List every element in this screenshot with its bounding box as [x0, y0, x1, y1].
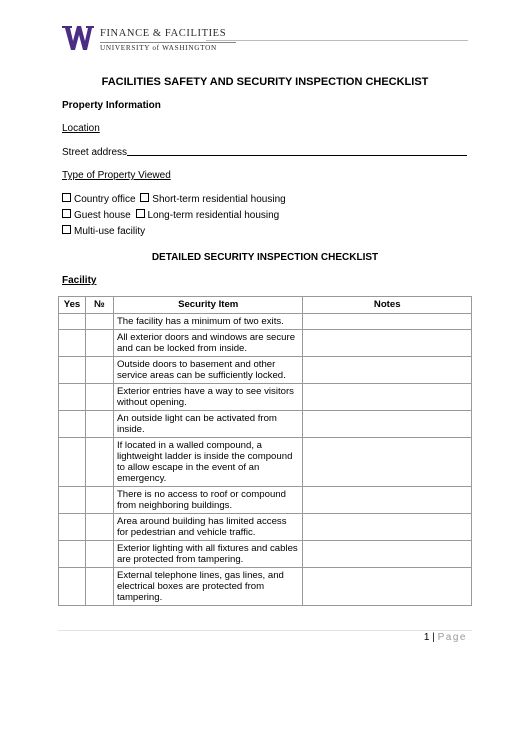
number-cell[interactable] — [85, 514, 113, 541]
org-divider — [100, 42, 236, 43]
number-cell[interactable] — [85, 384, 113, 411]
notes-cell[interactable] — [303, 330, 472, 357]
university-name: UNIVERSITY of WASHINGTON — [100, 44, 217, 52]
multi-use-label: Multi-use facility — [74, 226, 146, 237]
detail-checklist-heading: DETAILED SECURITY INSPECTION CHECKLIST — [151, 252, 379, 263]
page-separator: | — [432, 632, 435, 643]
yes-cell[interactable] — [59, 568, 86, 606]
security-item-cell: Exterior entries have a way to see visitors without opening. — [113, 384, 303, 411]
org-name: FINANCE & FACILITIES — [100, 28, 227, 39]
table-row — [59, 357, 472, 384]
notes-cell[interactable] — [303, 438, 472, 487]
notes-cell[interactable] — [303, 411, 472, 438]
yes-cell[interactable] — [59, 514, 86, 541]
security-item-cell: External telephone lines, gas lines, and electrical boxes are protected from tampering. — [113, 568, 303, 606]
property-type-row-3 — [62, 225, 145, 237]
location-label: Location — [62, 123, 100, 134]
guest-house-label: Guest house — [74, 210, 131, 221]
table-header-row — [59, 297, 472, 314]
notes-column-header: Notes — [303, 297, 472, 314]
notes-cell[interactable] — [303, 541, 472, 568]
number-cell[interactable] — [85, 314, 113, 330]
page-number — [424, 632, 467, 643]
yes-cell[interactable] — [59, 411, 86, 438]
short-term-checkbox[interactable] — [140, 193, 149, 202]
guest-house-checkbox[interactable] — [62, 209, 71, 218]
table-row — [59, 314, 472, 330]
country-office-label: Country office — [74, 194, 136, 205]
number-cell[interactable] — [85, 411, 113, 438]
security-item-cell: All exterior doors and windows are secure and can be locked from inside. — [113, 330, 303, 357]
table-row — [59, 568, 472, 606]
property-type-label: Type of Property Viewed — [62, 170, 171, 181]
table-row — [59, 487, 472, 514]
table-row — [59, 514, 472, 541]
number-cell[interactable] — [85, 568, 113, 606]
document-title: FACILITIES SAFETY AND SECURITY INSPECTION CHECKLIST — [101, 76, 429, 88]
multi-use-checkbox[interactable] — [62, 225, 71, 234]
street-address-label: Street address — [62, 147, 128, 158]
number-cell[interactable] — [85, 438, 113, 487]
number-cell[interactable] — [85, 541, 113, 568]
notes-cell[interactable] — [303, 314, 472, 330]
number-cell[interactable] — [85, 357, 113, 384]
security-checklist-table — [58, 296, 472, 606]
security-item-cell: Outside doors to basement and other service areas can be sufficiently locked. — [113, 357, 303, 384]
header-rule — [206, 40, 468, 41]
property-type-row-1 — [62, 193, 286, 205]
property-type-row-2 — [62, 209, 279, 221]
security-item-cell: Exterior lighting with all fixtures and cables are protected from tampering. — [113, 541, 303, 568]
table-row — [59, 541, 472, 568]
yes-cell[interactable] — [59, 357, 86, 384]
yes-cell[interactable] — [59, 438, 86, 487]
security-item-cell: Area around building has limited access for pedestrian and vehicle traffic. — [113, 514, 303, 541]
short-term-label: Short-term residential housing — [152, 194, 286, 205]
notes-cell[interactable] — [303, 384, 472, 411]
yes-cell[interactable] — [59, 384, 86, 411]
yes-column-header: Yes — [59, 297, 86, 314]
security-item-cell: If located in a walled compound, a lightweight ladder is inside the compound to allow escape in the event of an emergency. — [113, 438, 303, 487]
page-label: Page — [437, 632, 467, 643]
yes-cell[interactable] — [59, 314, 86, 330]
notes-cell[interactable] — [303, 487, 472, 514]
security-item-cell: An outside light can be activated from inside. — [113, 411, 303, 438]
security-item-cell: The facility has a minimum of two exits. — [113, 314, 303, 330]
long-term-label: Long-term residential housing — [147, 210, 280, 221]
notes-cell[interactable] — [303, 514, 472, 541]
table-row — [59, 330, 472, 357]
table-row — [59, 384, 472, 411]
long-term-checkbox[interactable] — [136, 209, 145, 218]
security-item-column-header: Security Item — [113, 297, 303, 314]
notes-cell[interactable] — [303, 357, 472, 384]
country-office-checkbox[interactable] — [62, 193, 71, 202]
page-number-value: 1 — [423, 632, 430, 643]
yes-cell[interactable] — [59, 330, 86, 357]
uw-logo-icon — [62, 26, 94, 50]
number-cell[interactable] — [85, 487, 113, 514]
table-row — [59, 411, 472, 438]
number-column-header: № — [85, 297, 113, 314]
property-info-heading: Property Information — [62, 100, 161, 111]
table-row — [59, 438, 472, 487]
security-item-cell: There is no access to roof or compound from neighboring buildings. — [113, 487, 303, 514]
street-address-field[interactable] — [127, 155, 467, 156]
number-cell[interactable] — [85, 330, 113, 357]
notes-cell[interactable] — [303, 568, 472, 606]
yes-cell[interactable] — [59, 541, 86, 568]
yes-cell[interactable] — [59, 487, 86, 514]
footer-rule — [58, 630, 472, 631]
facility-section-label: Facility — [62, 275, 97, 286]
